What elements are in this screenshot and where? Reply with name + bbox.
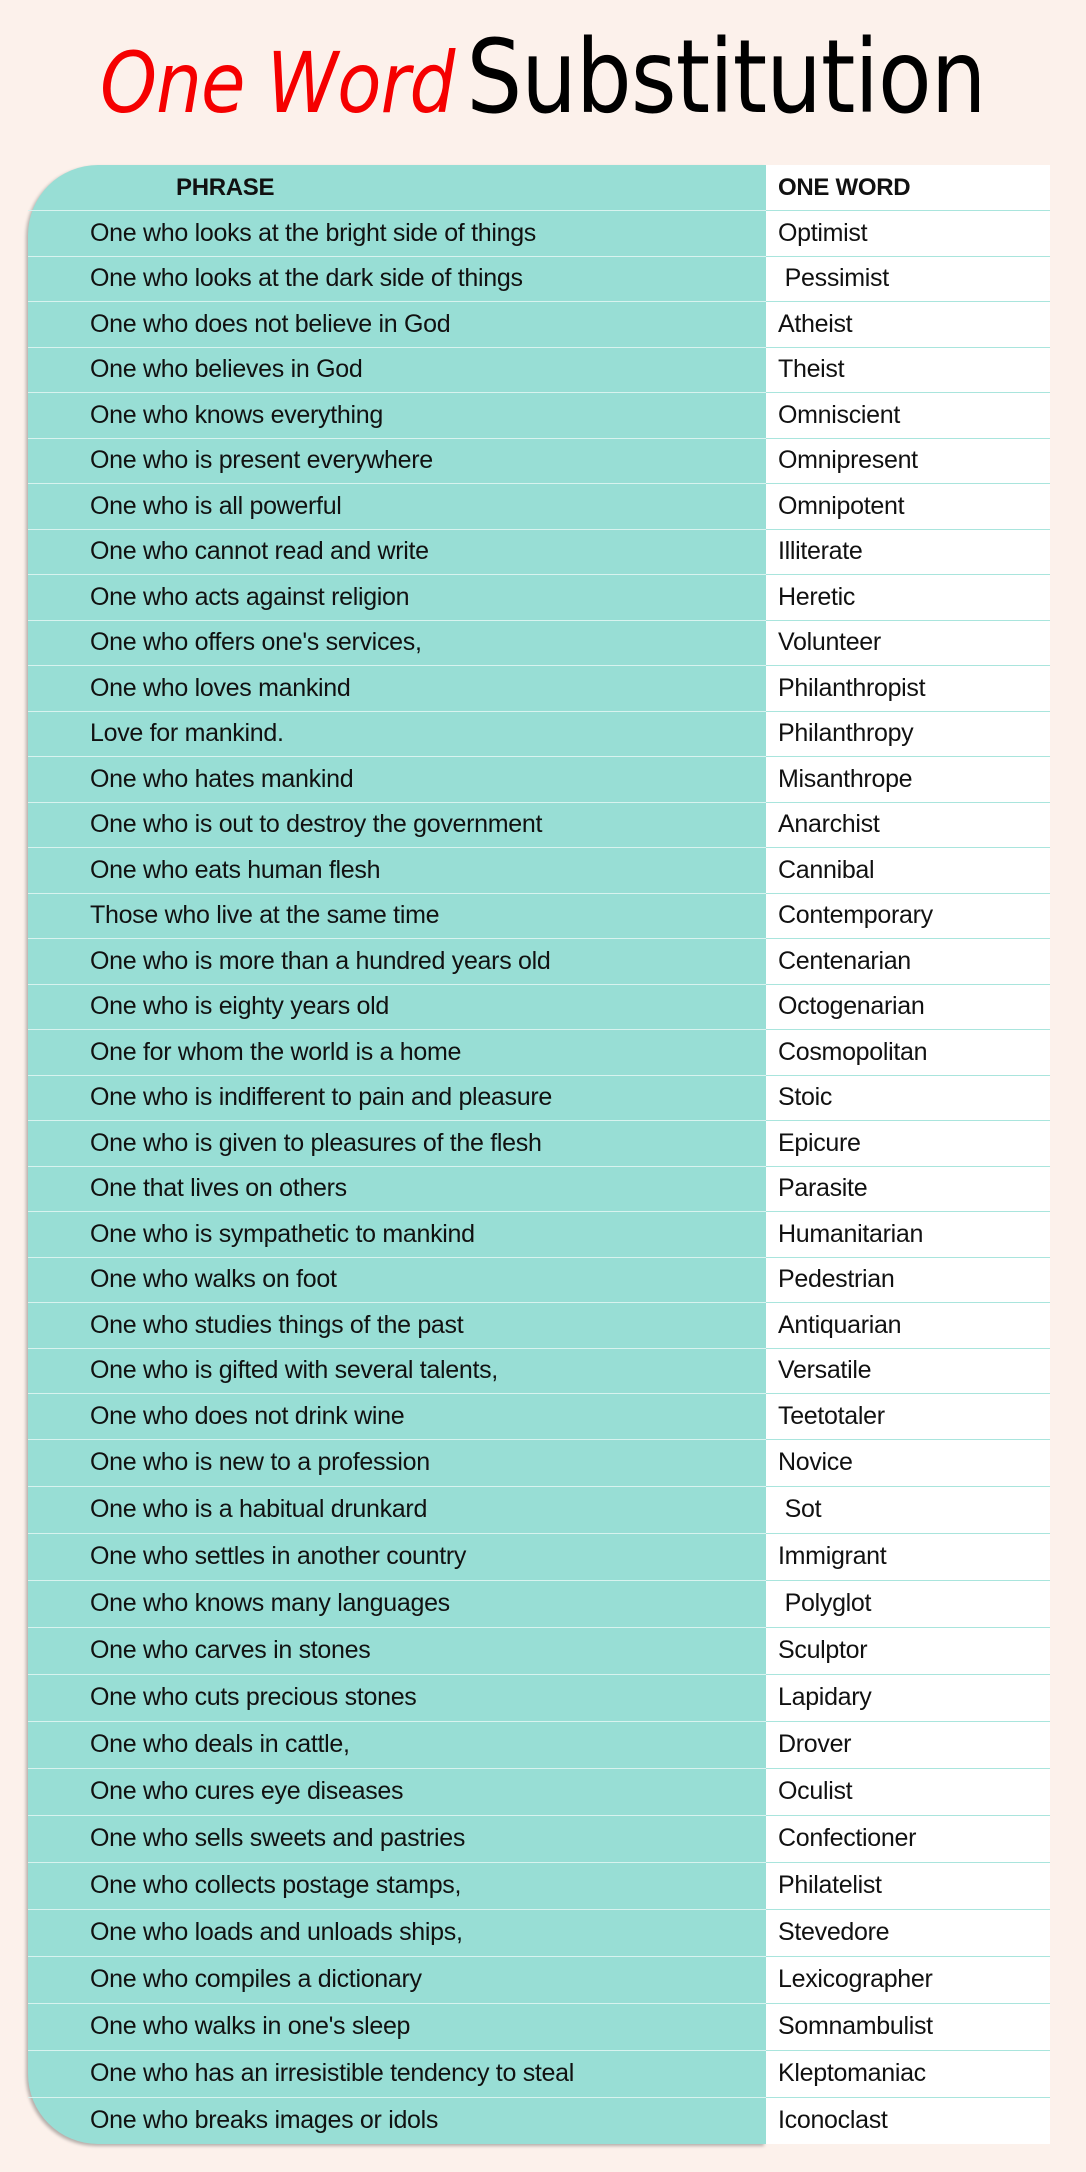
table-row xyxy=(28,256,1050,302)
phrase-cell: One who studies things of the past xyxy=(28,1302,766,1348)
one-word-cell: Somnambulist xyxy=(766,2003,1050,2050)
table-row xyxy=(28,1029,1050,1075)
phrase-cell: One for whom the world is a home xyxy=(28,1029,766,1075)
table-row xyxy=(28,1674,1050,1721)
phrase-cell: One who compiles a dictionary xyxy=(28,1956,766,2003)
one-word-cell: Atheist xyxy=(766,301,1050,347)
table-row xyxy=(28,1211,1050,1257)
table-row xyxy=(28,1580,1050,1627)
table-row xyxy=(28,2097,1050,2144)
one-word-cell: Philatelist xyxy=(766,1862,1050,1909)
one-word-cell: Omnipresent xyxy=(766,438,1050,484)
table-row xyxy=(28,574,1050,620)
one-word-cell: Antiquarian xyxy=(766,1302,1050,1348)
phrase-cell: One who is all powerful xyxy=(28,483,766,529)
phrase-cell: One who carves in stones xyxy=(28,1627,766,1674)
phrase-cell: Those who live at the same time xyxy=(28,893,766,939)
one-word-cell: Sot xyxy=(766,1486,1050,1533)
phrase-cell: One who is given to pleasures of the flesh xyxy=(28,1120,766,1166)
phrase-cell: One who is indifferent to pain and pleasure xyxy=(28,1075,766,1121)
phrase-cell: One who acts against religion xyxy=(28,574,766,620)
one-word-cell: Drover xyxy=(766,1721,1050,1768)
phrase-cell: One who cures eye diseases xyxy=(28,1768,766,1815)
one-word-cell: Pedestrian xyxy=(766,1257,1050,1303)
one-word-cell: Confectioner xyxy=(766,1815,1050,1862)
one-word-cell: Cosmopolitan xyxy=(766,1029,1050,1075)
table-row xyxy=(28,665,1050,711)
one-word-cell: Misanthrope xyxy=(766,756,1050,802)
table-row xyxy=(28,347,1050,393)
phrase-cell: One who is gifted with several talents, xyxy=(28,1348,766,1394)
one-word-cell: Epicure xyxy=(766,1120,1050,1166)
one-word-cell: Kleptomaniac xyxy=(766,2050,1050,2097)
one-word-cell: Polyglot xyxy=(766,1580,1050,1627)
table-row xyxy=(28,483,1050,529)
phrase-cell: One who cannot read and write xyxy=(28,529,766,575)
table-row xyxy=(28,1166,1050,1212)
one-word-cell: Versatile xyxy=(766,1348,1050,1394)
table-row xyxy=(28,1439,1050,1486)
one-word-cell: Centenarian xyxy=(766,938,1050,984)
table-row xyxy=(28,1721,1050,1768)
phrase-cell: One who loads and unloads ships, xyxy=(28,1909,766,1956)
phrase-cell: One who is eighty years old xyxy=(28,984,766,1030)
title-substitution: Substitution xyxy=(466,18,986,137)
one-word-cell: Omniscient xyxy=(766,392,1050,438)
one-word-cell: Omnipotent xyxy=(766,483,1050,529)
table-row xyxy=(28,1768,1050,1815)
one-word-cell: Anarchist xyxy=(766,802,1050,848)
table-row xyxy=(28,392,1050,438)
phrase-cell: One who knows many languages xyxy=(28,1580,766,1627)
phrase-cell: One who is more than a hundred years old xyxy=(28,938,766,984)
header-one-word: ONE WORD xyxy=(778,173,911,201)
phrase-cell: One who offers one's services, xyxy=(28,620,766,666)
phrase-cell: One who believes in God xyxy=(28,347,766,393)
phrase-cell: One who sells sweets and pastries xyxy=(28,1815,766,1862)
one-word-cell: Volunteer xyxy=(766,620,1050,666)
phrase-cell: Love for mankind. xyxy=(28,711,766,757)
phrase-cell: One who hates mankind xyxy=(28,756,766,802)
one-word-cell: Stoic xyxy=(766,1075,1050,1121)
one-word-cell: Philanthropist xyxy=(766,665,1050,711)
one-word-cell: Oculist xyxy=(766,1768,1050,1815)
table-row xyxy=(28,2050,1050,2097)
phrase-cell: One who looks at the bright side of things xyxy=(28,210,766,256)
table-row xyxy=(28,802,1050,848)
table-row xyxy=(28,620,1050,666)
table-row xyxy=(28,1075,1050,1121)
page-title xyxy=(0,18,1086,138)
phrase-cell: One who does not believe in God xyxy=(28,301,766,347)
table-row xyxy=(28,1627,1050,1674)
one-word-cell: Pessimist xyxy=(766,256,1050,302)
phrase-cell: One who is sympathetic to mankind xyxy=(28,1211,766,1257)
one-word-cell: Theist xyxy=(766,347,1050,393)
phrase-cell: One who knows everything xyxy=(28,392,766,438)
one-word-cell: Novice xyxy=(766,1439,1050,1486)
table-row xyxy=(28,893,1050,939)
table-row xyxy=(28,1257,1050,1303)
phrase-cell: One that lives on others xyxy=(28,1166,766,1212)
phrase-cell: One who is a habitual drunkard xyxy=(28,1486,766,1533)
one-word-cell: Optimist xyxy=(766,210,1050,256)
phrase-cell: One who eats human flesh xyxy=(28,847,766,893)
one-word-cell: Philanthropy xyxy=(766,711,1050,757)
phrase-cell: One who has an irresistible tendency to steal xyxy=(28,2050,766,2097)
table-header-row xyxy=(28,165,1050,210)
table-row xyxy=(28,1302,1050,1348)
one-word-cell: Heretic xyxy=(766,574,1050,620)
one-word-cell: Cannibal xyxy=(766,847,1050,893)
one-word-cell: Humanitarian xyxy=(766,1211,1050,1257)
one-word-cell: Teetotaler xyxy=(766,1393,1050,1439)
phrase-cell: One who cuts precious stones xyxy=(28,1674,766,1721)
phrase-cell: One who breaks images or idols xyxy=(28,2097,766,2144)
one-word-cell: Contemporary xyxy=(766,893,1050,939)
one-word-cell: Sculptor xyxy=(766,1627,1050,1674)
table-row xyxy=(28,301,1050,347)
phrase-cell: One who collects postage stamps, xyxy=(28,1862,766,1909)
phrase-cell: One who deals in cattle, xyxy=(28,1721,766,1768)
table-row xyxy=(28,1909,1050,1956)
phrase-cell: One who settles in another country xyxy=(28,1533,766,1580)
table-row xyxy=(28,1393,1050,1439)
phrase-cell: One who looks at the dark side of things xyxy=(28,256,766,302)
phrase-cell: One who is new to a profession xyxy=(28,1439,766,1486)
table-row xyxy=(28,711,1050,757)
one-word-cell: Stevedore xyxy=(766,1909,1050,1956)
table-row xyxy=(28,756,1050,802)
table-row xyxy=(28,847,1050,893)
table-row xyxy=(28,1862,1050,1909)
table-row xyxy=(28,1956,1050,2003)
one-word-cell: Parasite xyxy=(766,1166,1050,1212)
table-row xyxy=(28,2003,1050,2050)
phrase-cell: One who does not drink wine xyxy=(28,1393,766,1439)
table-row xyxy=(28,1533,1050,1580)
one-word-cell: Illiterate xyxy=(766,529,1050,575)
table-body xyxy=(28,165,1050,2144)
table-row xyxy=(28,938,1050,984)
phrase-cell: One who loves mankind xyxy=(28,665,766,711)
phrase-cell: One who walks on foot xyxy=(28,1257,766,1303)
one-word-cell: Lexicographer xyxy=(766,1956,1050,2003)
substitution-table xyxy=(28,165,1050,2144)
title-one-word: One Word xyxy=(100,34,455,132)
table-row xyxy=(28,1815,1050,1862)
table-row xyxy=(28,529,1050,575)
phrase-cell: One who is present everywhere xyxy=(28,438,766,484)
table-row xyxy=(28,1486,1050,1533)
one-word-cell: Lapidary xyxy=(766,1674,1050,1721)
table-row xyxy=(28,1120,1050,1166)
table-row xyxy=(28,210,1050,256)
one-word-cell: Immigrant xyxy=(766,1533,1050,1580)
one-word-cell: Octogenarian xyxy=(766,984,1050,1030)
phrase-cell: One who walks in one's sleep xyxy=(28,2003,766,2050)
table-row xyxy=(28,438,1050,484)
phrase-cell: One who is out to destroy the government xyxy=(28,802,766,848)
table-row xyxy=(28,1348,1050,1394)
one-word-cell: Iconoclast xyxy=(766,2097,1050,2144)
header-phrase: PHRASE xyxy=(176,173,275,201)
table-row xyxy=(28,984,1050,1030)
